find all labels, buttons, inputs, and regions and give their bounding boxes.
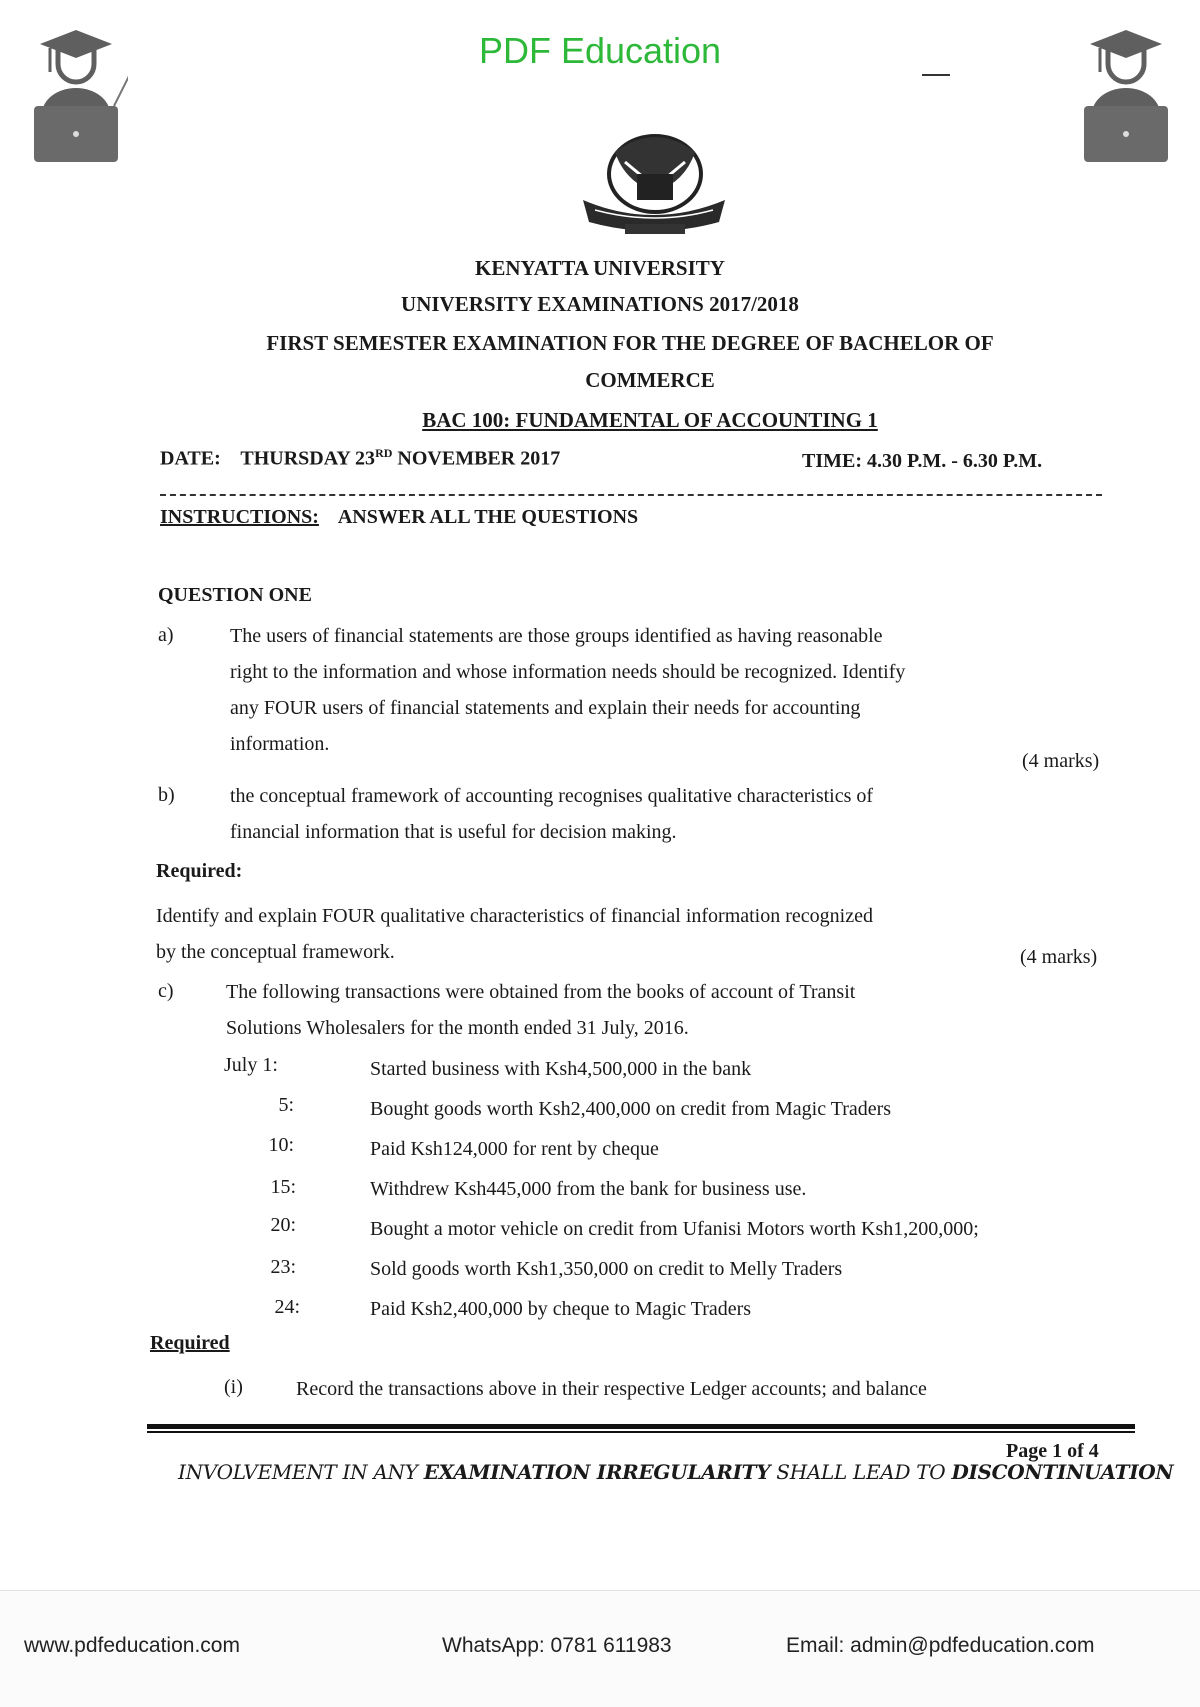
sub-item-text: Record the transactions above in their respective Ledger accounts; and balance xyxy=(296,1378,927,1400)
exam-series: UNIVERSITY EXAMINATIONS 2017/2018 xyxy=(401,292,799,316)
university-crest-logo xyxy=(575,122,733,236)
transaction-desc: Started business with Ksh4,500,000 in the bank xyxy=(370,1058,752,1080)
required-b-line: Identify and explain FOUR qualitative characteristics of financial information recognized xyxy=(156,905,873,927)
website-link[interactable]: www.pdfeducation.com xyxy=(24,1634,240,1657)
date-rest: NOVEMBER 2017 xyxy=(392,447,561,470)
transaction-date: 23: xyxy=(270,1256,296,1278)
instructions-text: ANSWER ALL THE QUESTIONS xyxy=(337,506,639,528)
brand-title: PDF Education xyxy=(478,30,722,71)
transaction-date: 10: xyxy=(268,1134,294,1156)
transaction-desc: Bought a motor vehicle on credit from Ufanisi Motors worth Ksh1,200,000; xyxy=(370,1218,979,1240)
dashed-divider xyxy=(160,494,1102,496)
graduate-laptop-icon xyxy=(1078,22,1178,162)
required-b-text xyxy=(156,898,873,970)
required-b-line: by the conceptual framework. xyxy=(156,941,395,963)
date-suffix: RD xyxy=(375,446,393,460)
instructions xyxy=(160,506,638,529)
degree-line-2: COMMERCE xyxy=(585,368,715,392)
transaction-desc: Paid Ksh124,000 for rent by cheque xyxy=(370,1138,659,1160)
item-b-label: b) xyxy=(158,784,175,806)
item-c-line: Solutions Wholesalers for the month ended 31 July, 2016. xyxy=(226,1017,689,1039)
warning-emphasis: EXAMINATION IRREGULARITY xyxy=(423,1460,771,1484)
degree-line-1: FIRST SEMESTER EXAMINATION FOR THE DEGREE OF BACHELOR OF xyxy=(266,331,994,355)
footer-rule-thick xyxy=(147,1424,1135,1429)
item-a-label: a) xyxy=(158,624,174,646)
university-name: KENYATTA UNIVERSITY xyxy=(475,256,725,280)
item-c-line: The following transactions were obtained from the books of account of Transit xyxy=(226,981,856,1003)
transaction-desc: Withdrew Ksh445,000 from the bank for business use. xyxy=(370,1178,807,1200)
item-a-marks: (4 marks) xyxy=(1022,750,1100,772)
graduate-laptop-icon xyxy=(28,22,128,162)
course-title: BAC 100: FUNDAMENTAL OF ACCOUNTING 1 xyxy=(422,408,878,432)
footer-rule-thin xyxy=(147,1431,1135,1433)
exam-date xyxy=(160,446,560,471)
transaction-desc: Bought goods worth Ksh2,400,000 on credit from Magic Traders xyxy=(370,1098,892,1120)
whatsapp-contact[interactable]: WhatsApp: 0781 611983 xyxy=(442,1634,672,1657)
instructions-label: INSTRUCTIONS: xyxy=(160,506,319,528)
email-contact[interactable]: Email: admin@pdfeducation.com xyxy=(786,1634,1095,1657)
transaction-date: 20: xyxy=(270,1214,296,1236)
item-a-line: information. xyxy=(230,733,330,755)
transaction-date: July 1: xyxy=(224,1054,278,1076)
item-c-label: c) xyxy=(158,980,174,1002)
date-day: THURSDAY 23 xyxy=(240,447,376,470)
transaction-date: 5: xyxy=(278,1094,294,1116)
transaction-date: 24: xyxy=(274,1296,300,1318)
date-label: DATE: xyxy=(160,447,221,470)
item-a-line: any FOUR users of financial statements and explain their needs for accounting xyxy=(230,697,861,719)
pen-mark xyxy=(922,74,950,76)
item-a-text xyxy=(230,618,905,762)
item-a-line: right to the information and whose information needs should be recognized. Identify xyxy=(230,661,906,683)
question-title: QUESTION ONE xyxy=(158,584,312,606)
item-b-line: financial information that is useful for decision making. xyxy=(230,821,677,843)
sub-item-label: (i) xyxy=(224,1376,243,1398)
exam-time: TIME: 4.30 P.M. - 6.30 P.M. xyxy=(802,450,1043,472)
transaction-desc: Sold goods worth Ksh1,350,000 on credit to Melly Traders xyxy=(370,1258,843,1280)
transaction-date: 15: xyxy=(270,1176,296,1198)
item-b-line: the conceptual framework of accounting recognises qualitative characteristics of xyxy=(230,785,874,807)
item-c-text xyxy=(226,974,855,1046)
item-b-marks: (4 marks) xyxy=(1020,946,1098,968)
warning-part: SHALL LEAD TO xyxy=(770,1460,952,1484)
warning-part: INVOLVEMENT IN ANY xyxy=(178,1460,424,1484)
irregularity-warning xyxy=(178,1460,1173,1484)
transaction-desc: Paid Ksh2,400,000 by cheque to Magic Traders xyxy=(370,1298,752,1320)
page-number: Page 1 of 4 xyxy=(1006,1440,1099,1462)
required-c-heading: Required xyxy=(150,1332,230,1354)
warning-emphasis: DISCONTINUATION xyxy=(951,1460,1174,1484)
item-b-text xyxy=(230,778,873,850)
required-heading: Required: xyxy=(156,860,243,882)
item-a-line: The users of financial statements are those groups identified as having reasonable xyxy=(230,625,883,647)
